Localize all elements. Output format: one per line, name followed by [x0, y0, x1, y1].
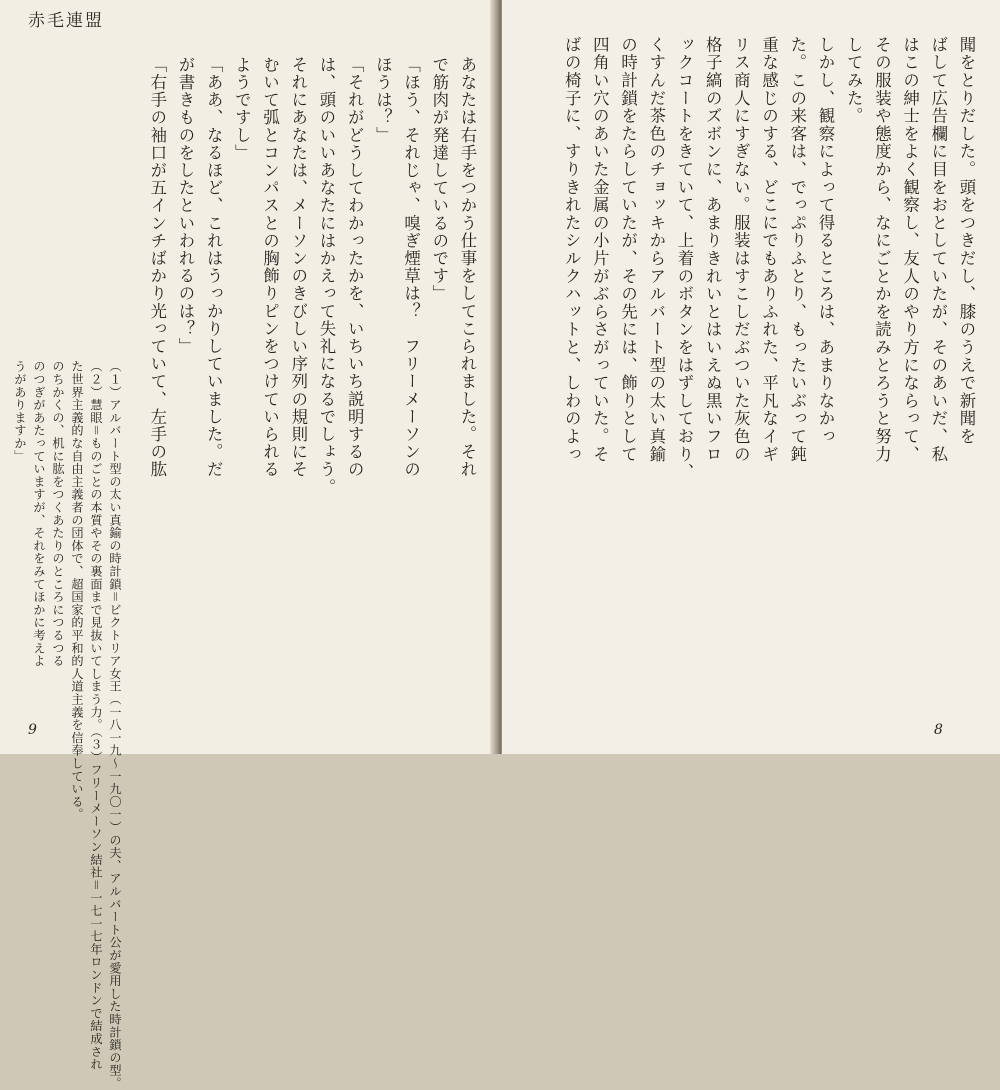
text-column: それにあなたは、メーソンのきびしい序列の規則にそ	[288, 56, 308, 479]
text-column: の時計鎖をたらしていたが、その先には、飾りとして	[618, 36, 638, 464]
text-column: ほうは？」	[373, 56, 393, 144]
text-column: 重な感じのする、どこにでもありふれた、平凡なイギ	[759, 36, 779, 464]
right-page-body	[540, 36, 980, 726]
text-column: 「ほう、それじゃ、嗅ぎ煙草は？ フリーメーソンの	[401, 56, 421, 479]
text-column: むいて弧とコンパスとの胸飾りピンをつけていられる	[260, 56, 280, 479]
text-column: 四角い穴のあいた金属の小片がぶらさがっていた。そ	[590, 36, 610, 464]
left-page	[0, 0, 498, 1090]
text-column: はこの紳士をよく観察し、友人のやり方にならって、	[900, 36, 920, 464]
text-column: リス商人にすぎない。服装はすこしだぶついた灰色の	[731, 36, 751, 464]
text-column: しかし、観察によって得るところは、あまりなかっ	[815, 36, 835, 446]
text-column: くすんだ茶色のチョッキからアルバート型の太い真鍮	[646, 36, 666, 464]
text-column: してみた。	[844, 36, 864, 125]
text-column: た。この来客は、でっぷりふとり、もったいぶって鈍	[787, 36, 807, 464]
text-column: ばの椅子に、すりきれたシルクハットと、しわのよっ	[562, 36, 582, 464]
text-column: は、頭のいいあなたにはかえって失礼になるでしょう。	[316, 56, 336, 496]
page-number-left: 9	[28, 722, 37, 738]
right-page	[502, 0, 1000, 754]
text-column: 格子縞のズボンに、あまりきれいとはいえぬ黒いフロ	[703, 36, 723, 464]
text-column: ックコートをきていて、上着のボタンをはずしており、	[674, 36, 694, 481]
text-column: 「それがどうしてわかったかを、いちいち説明するの	[345, 56, 365, 479]
text-column: 聞をとりだした。頭をつきだし、膝のうえで新聞を	[957, 36, 976, 446]
text-column: が書きものをしたといわれるのは？」	[175, 56, 195, 356]
footnote: （２）慧眼＝ものごとの本質やその裏面まで見抜いてしまう力。（３）フリーメーソン結社＝一七一七年ロンドンで結成され	[89, 360, 103, 1071]
text-column: ばして広告欄に目をおとしていたが、そのあいだ、私	[928, 36, 948, 464]
footnote: た世界主義的な自由主義者の団体で、超国家的平和的人道主義を信奉している。	[70, 360, 84, 821]
footnotes	[13, 360, 124, 1090]
text-column: で筋肉が発達しているのです」	[429, 56, 449, 303]
text-column: 「ああ、なるほど、これはうっかりしていました。だ	[204, 56, 224, 479]
text-column: あなたは右手をつかう仕事をしてこられました。それ	[458, 56, 477, 479]
text-column: ようですし」	[232, 56, 252, 162]
running-header: 赤毛連盟	[28, 11, 104, 31]
text-column: うがありますか」	[13, 360, 27, 463]
page-number-right: 8	[934, 722, 943, 738]
text-column: その服装や態度から、なにごとかを読みとろうと努力	[872, 36, 892, 464]
text-column: のつぎがあたっていますが、それをみてほかに考えよ	[32, 360, 46, 668]
footnote: （１）アルバート型の太い真鍮の時計鎖＝ビクトリア女王（一八一九〜一九〇一）の夫、アルバート公が愛用した時計鎖の型。	[108, 360, 122, 1090]
text-column: 「右手の袖口が五インチばかり光っていて、左手の肱	[147, 56, 167, 479]
left-page-body	[136, 56, 481, 696]
text-column: のちかくの、机に肱をつくあたりのところにつるつる	[51, 360, 65, 668]
